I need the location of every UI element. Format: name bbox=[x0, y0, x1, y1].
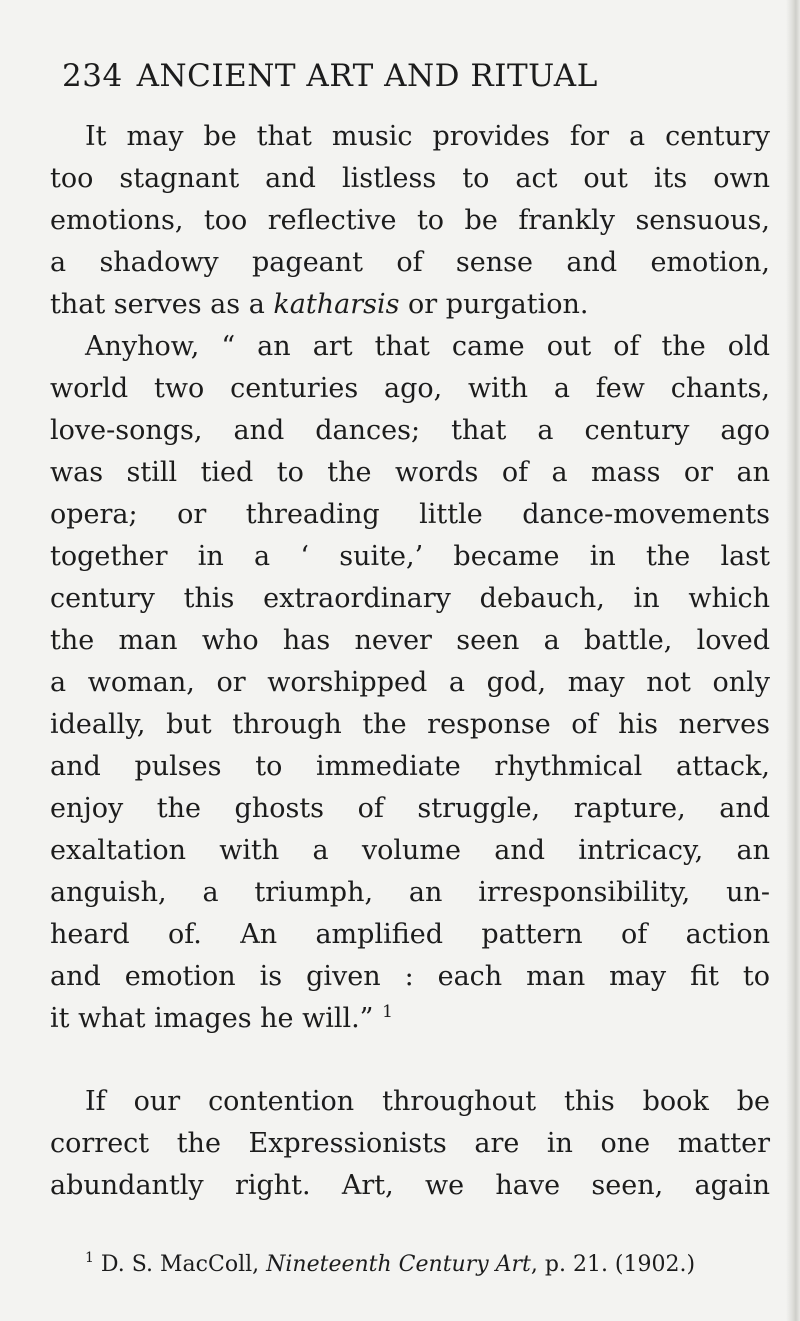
text-line: If our contention throughout this book be bbox=[85, 1086, 770, 1117]
text-line: exaltation with a volume and intricacy, an bbox=[50, 835, 770, 866]
running-header bbox=[62, 58, 598, 94]
text-line: abundantly right. Art, we have seen, again bbox=[50, 1170, 770, 1201]
text-segment: it what images he will.” bbox=[50, 1003, 383, 1034]
footnote bbox=[85, 1252, 695, 1277]
text-line: emotions, too reflective to be frankly sensuous, bbox=[50, 205, 770, 236]
footnote-citation: , p. 21. (1902.) bbox=[530, 1252, 696, 1277]
text-line: opera; or threading little dance-movements bbox=[50, 499, 770, 530]
text-segment: that serves as a bbox=[50, 289, 274, 320]
footnote-marker: 1 bbox=[85, 1250, 94, 1266]
text-segment: or purgation. bbox=[399, 289, 589, 320]
text-line bbox=[50, 1002, 770, 1036]
text-line: the man who has never seen a battle, loved bbox=[50, 625, 770, 656]
text-line: too stagnant and listless to act out its own bbox=[50, 163, 770, 194]
text-line: world two centuries ago, with a few chants, bbox=[50, 373, 770, 404]
text-line: together in a ‘ suite,’ became in the last bbox=[50, 541, 770, 572]
text-line: century this extraordinary debauch, in which bbox=[50, 583, 770, 614]
text-line: and emotion is given : each man may fit to bbox=[50, 961, 770, 992]
text-line: a shadowy pageant of sense and emotion, bbox=[50, 247, 770, 278]
running-title: ANCIENT ART AND RITUAL bbox=[136, 58, 598, 94]
text-line: enjoy the ghosts of struggle, rapture, and bbox=[50, 793, 770, 824]
text-line: Anyhow, “ an art that came out of the old bbox=[85, 331, 770, 362]
footnote-author: D. S. MacColl, bbox=[93, 1252, 267, 1277]
italic-term: katharsis bbox=[273, 289, 400, 320]
text-line: anguish, a triumph, an irresponsibility, un- bbox=[50, 877, 770, 908]
text-line: love-songs, and dances; that a century ago bbox=[50, 415, 770, 446]
text-line: ideally, but through the response of his nerves bbox=[50, 709, 770, 740]
page-edge-shadow bbox=[786, 0, 800, 1321]
text-line: It may be that music provides for a century bbox=[85, 121, 770, 152]
text-line: correct the Expressionists are in one matter bbox=[50, 1128, 770, 1159]
footnote-reference: 1 bbox=[382, 1002, 393, 1022]
page-number: 234 bbox=[62, 58, 123, 94]
text-line: was still tied to the words of a mass or an bbox=[50, 457, 770, 488]
text-line bbox=[50, 288, 770, 322]
text-line: a woman, or worshipped a god, may not only bbox=[50, 667, 770, 698]
text-line: heard of. An amplified pattern of action bbox=[50, 919, 770, 950]
footnote-work-title: Nineteenth Century Art bbox=[266, 1252, 531, 1277]
text-line: and pulses to immediate rhythmical attack, bbox=[50, 751, 770, 782]
